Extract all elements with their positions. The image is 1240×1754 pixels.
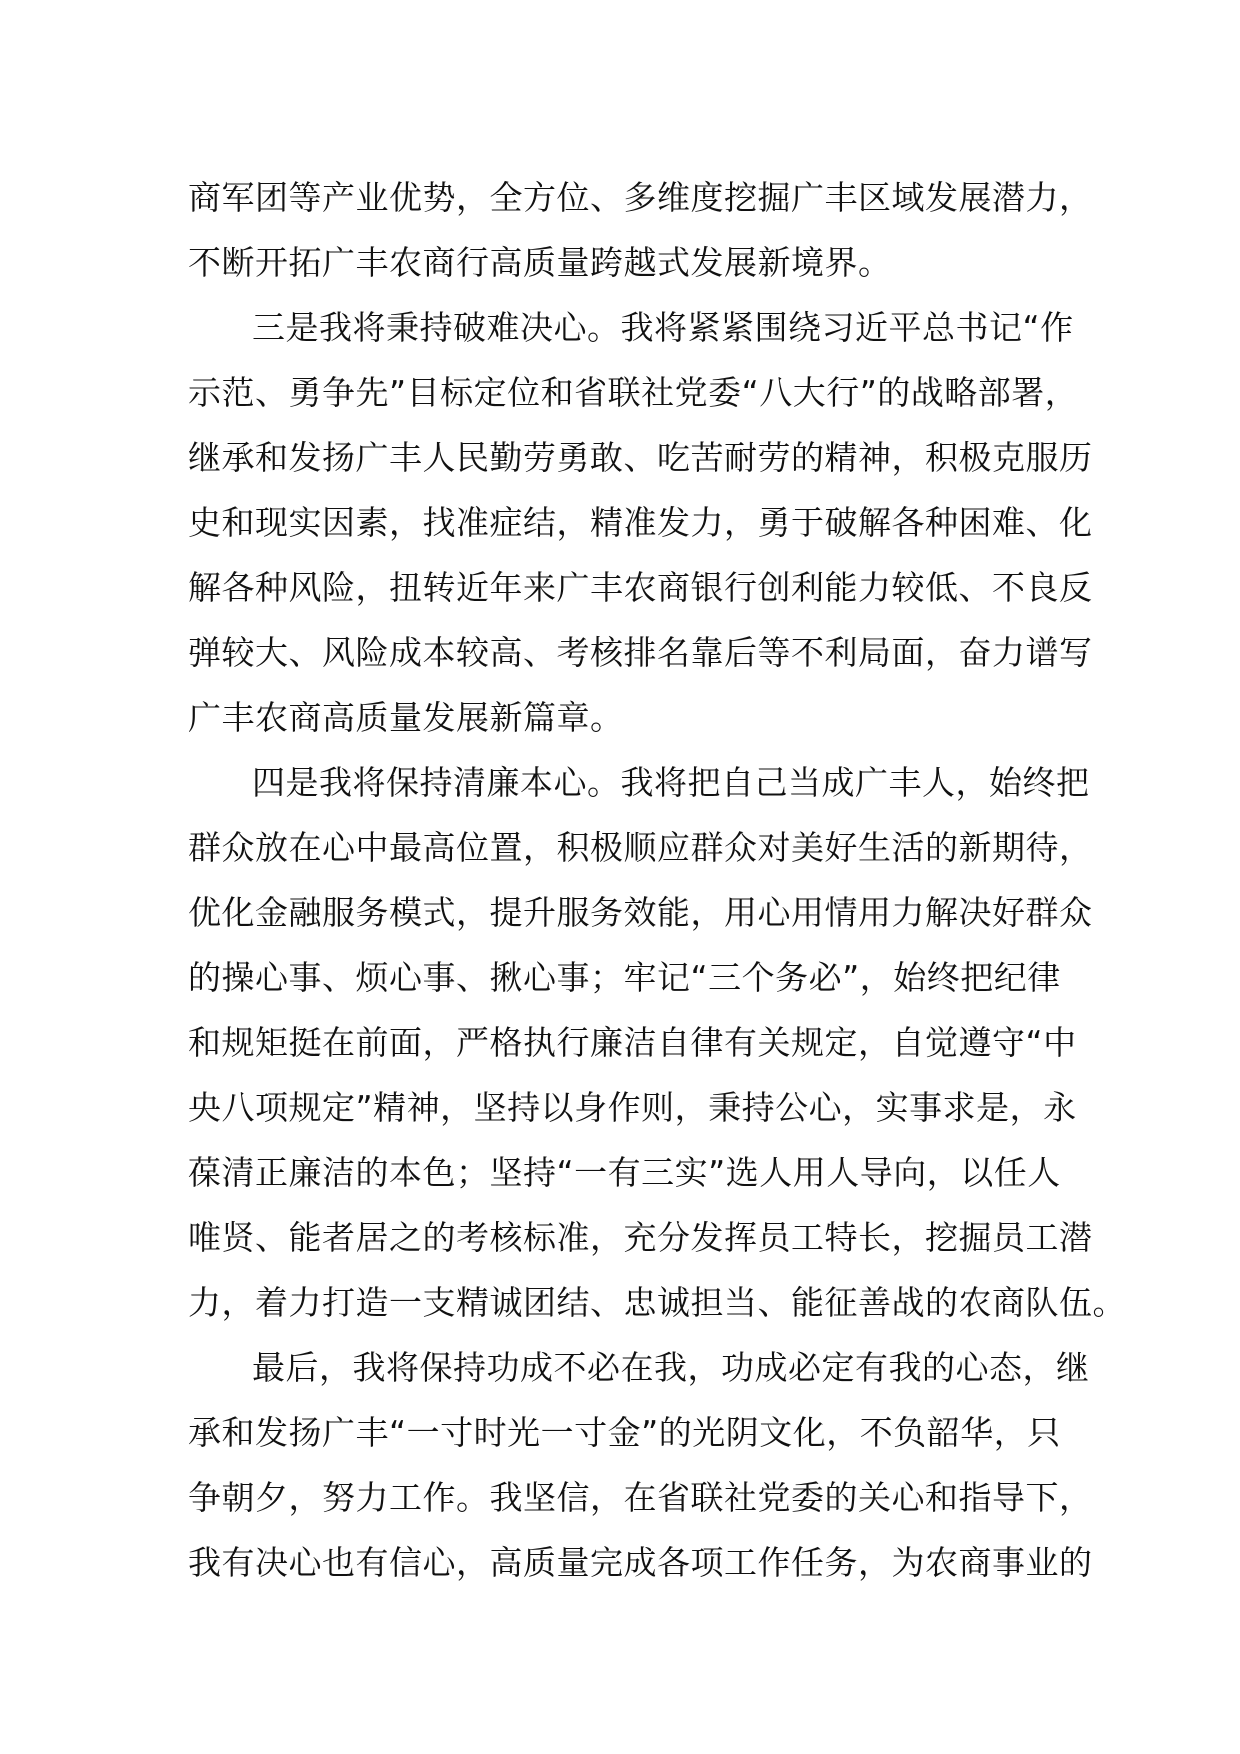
text-line: 央八项规定”精神，坚持以身作则，秉持公心，实事求是，永: [188, 1088, 1077, 1127]
text-line: 力，着力打造一支精诚团结、忠诚担当、能征善战的农商队伍。: [188, 1283, 1126, 1322]
text-line: 不断开拓广丰农商行高质量跨越式发展新境界。: [188, 243, 892, 282]
text-line: 葆清正廉洁的本色；坚持“一有三实”选人用人导向，以任人: [188, 1153, 1061, 1192]
text-line: 唯贤、能者居之的考核标准，充分发挥员工特长，挖掘员工潜: [188, 1218, 1093, 1257]
text-line: 史和现实因素，找准症结，精准发力，勇于破解各种困难、化: [188, 503, 1093, 542]
paragraph-start-line: 四是我将保持清廉本心。我将把自己当成广丰人，始终把: [252, 763, 1090, 802]
paragraph-start-line: 三是我将秉持破难决心。我将紧紧围绕习近平总书记“作: [252, 308, 1074, 347]
text-line: 示范、勇争先”目标定位和省联社党委“八大行”的战略部署，: [188, 373, 1079, 412]
paragraph-start-line: 最后，我将保持功成不必在我，功成必定有我的心态，继: [252, 1348, 1090, 1387]
text-line: 解各种风险，扭转近年来广丰农商银行创利能力较低、不良反: [188, 568, 1093, 607]
text-line: 我有决心也有信心，高质量完成各项工作任务，为农商事业的: [188, 1543, 1093, 1582]
text-line: 商军团等产业优势，全方位、多维度挖掘广丰区域发展潜力，: [188, 178, 1093, 217]
text-line: 优化金融服务模式，提升服务效能，用心用情用力解决好群众: [188, 893, 1093, 932]
text-line: 和规矩挺在前面，严格执行廉洁自律有关规定，自觉遵守“中: [188, 1023, 1077, 1062]
body-text: [188, 165, 1126, 1595]
text-line: 广丰农商高质量发展新篇章。: [188, 698, 624, 737]
text-line: 的操心事、烦心事、揪心事；牢记“三个务必”，始终把纪律: [188, 958, 1061, 997]
text-line: 群众放在心中最高位置，积极顺应群众对美好生活的新期待，: [188, 828, 1093, 867]
text-line: 继承和发扬广丰人民勤劳勇敢、吃苦耐劳的精神，积极克服历: [188, 438, 1093, 477]
text-line: 争朝夕，努力工作。我坚信，在省联社党委的关心和指导下，: [188, 1478, 1093, 1517]
text-line: 弹较大、风险成本较高、考核排名靠后等不利局面，奋力谱写: [188, 633, 1093, 672]
text-line: 承和发扬广丰“一寸时光一寸金”的光阴文化，不负韶华，只: [188, 1413, 1061, 1452]
